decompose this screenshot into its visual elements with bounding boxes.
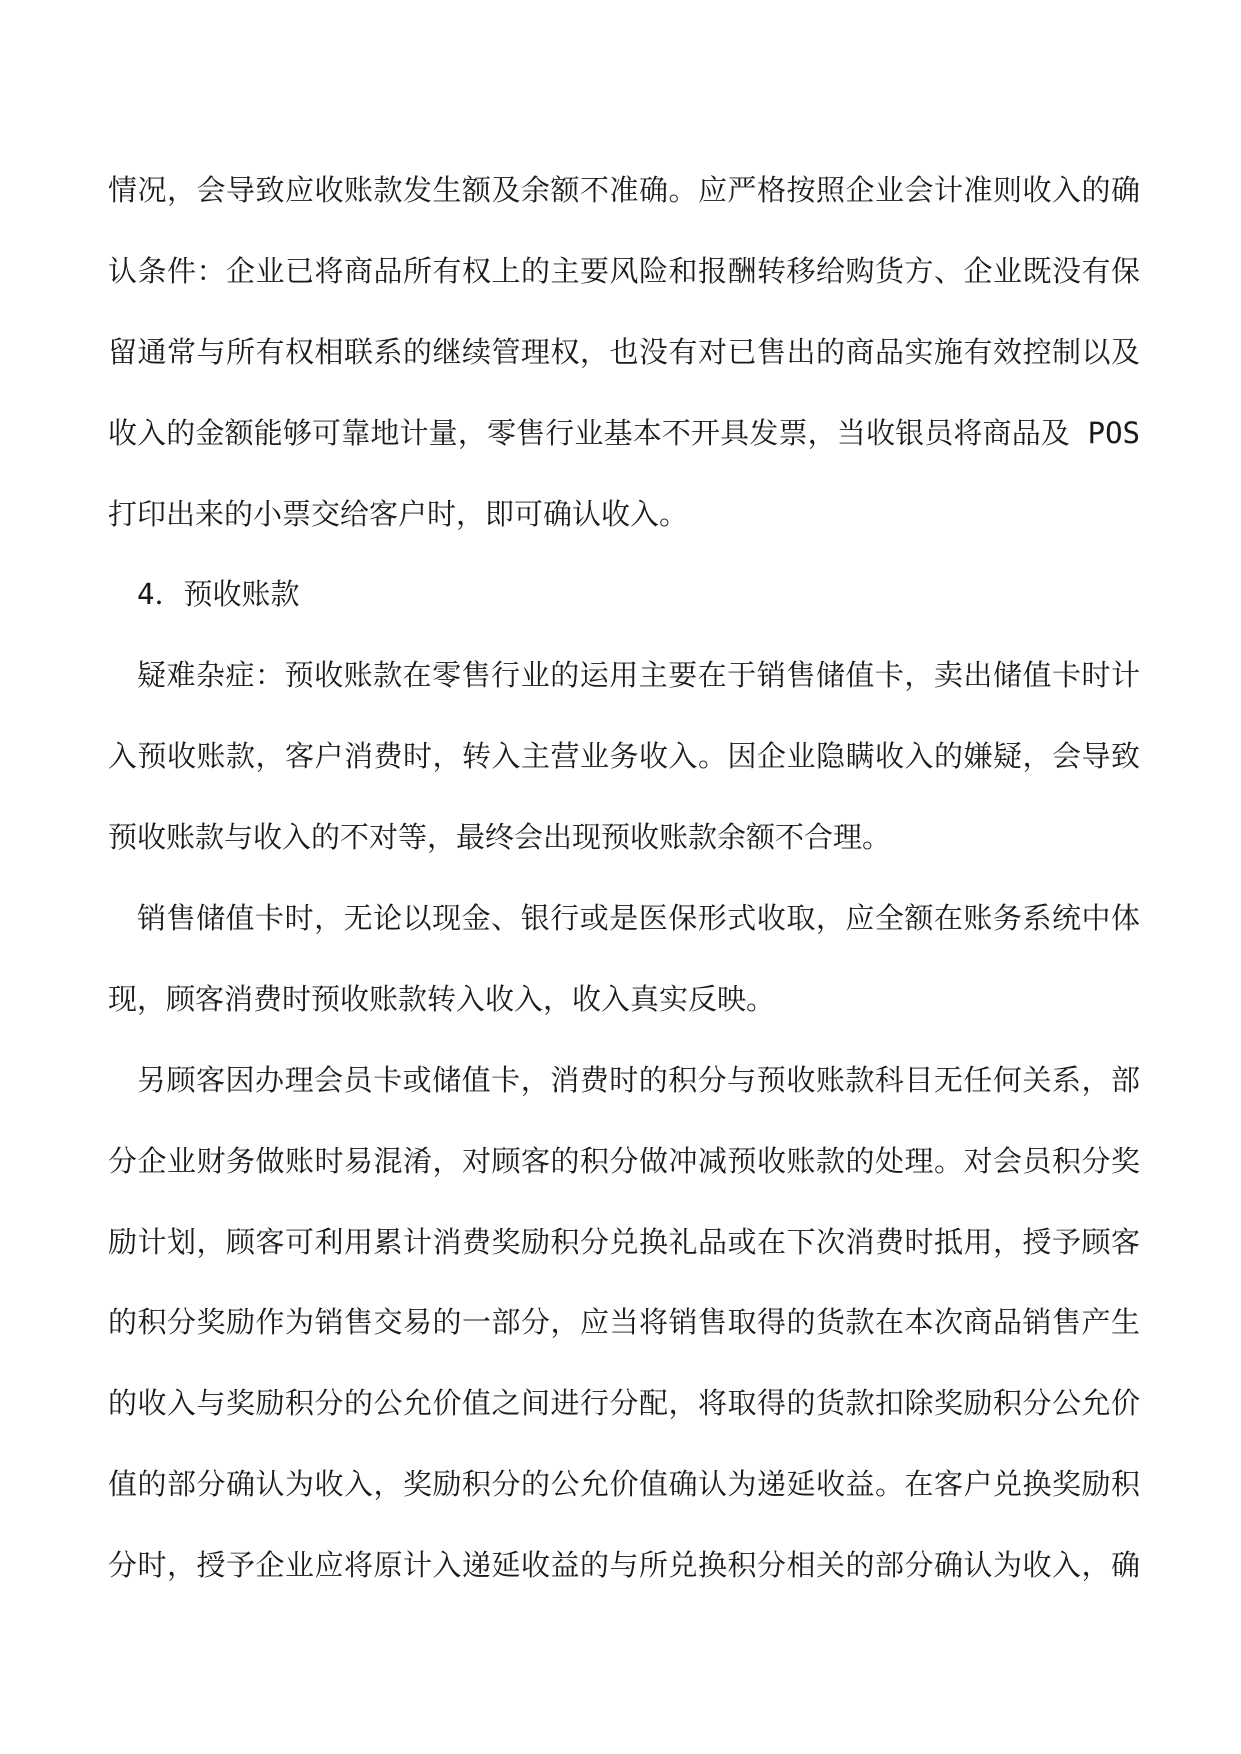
text-line: 入预收账款，客户消费时，转入主营业务收入。因企业隐瞒收入的嫌疑，会导致: [108, 739, 1140, 774]
text-line: 分时，授予企业应将原计入递延收益的与所兑换积分相关的部分确认为收入，确: [108, 1548, 1140, 1583]
text-line: 疑难杂症：预收账款在零售行业的运用主要在于销售储值卡，卖出储值卡时计: [137, 658, 1140, 693]
text-line: 另顾客因办理会员卡或储值卡，消费时的积分与预收账款科目无任何关系，部: [137, 1062, 1140, 1097]
text-line: 的收入与奖励积分的公允价值之间进行分配，将取得的货款扣除奖励积分公允价: [108, 1386, 1140, 1421]
text-line: 现，顾客消费时预收账款转入收入，收入真实反映。: [108, 981, 776, 1016]
paragraph-loyalty-points: [108, 1040, 1140, 1606]
paragraph-revenue-recognition: [108, 150, 1140, 554]
text-line: 留通常与所有权相联系的继续管理权，也没有对已售出的商品实施有效控制以及: [108, 334, 1140, 369]
text-line: 励计划，顾客可利用累计消费奖励积分兑换礼品或在下次消费时抵用，授予顾客: [108, 1224, 1140, 1259]
paragraph-stored-value-card: [108, 878, 1140, 1040]
document-body: [108, 150, 1140, 1606]
text-line: 的积分奖励作为销售交易的一部分，应当将销售取得的货款在本次商品销售产生: [108, 1305, 1140, 1340]
section-heading: 4．预收账款: [137, 577, 300, 612]
paragraph-prepayment-issue: [108, 635, 1140, 878]
text-line: 销售储值卡时，无论以现金、银行或是医保形式收取，应全额在账务系统中体: [137, 901, 1140, 936]
text-line: 认条件：企业已将商品所有权上的主要风险和报酬转移给购货方、企业既没有保: [108, 253, 1140, 288]
text-line: 分企业财务做账时易混淆，对顾客的积分做冲减预收账款的处理。对会员积分奖: [108, 1143, 1140, 1178]
text-line: 收入的金额能够可靠地计量，零售行业基本不开具发票，当收银员将商品及 POS: [108, 415, 1140, 450]
text-line: 打印出来的小票交给客户时，即可确认收入。: [108, 496, 689, 531]
text-line: 预收账款与收入的不对等，最终会出现预收账款余额不合理。: [108, 820, 892, 855]
text-line: 值的部分确认为收入，奖励积分的公允价值确认为递延收益。在客户兑换奖励积: [108, 1467, 1140, 1502]
text-line: 情况，会导致应收账款发生额及余额不准确。应严格按照企业会计准则收入的确: [108, 173, 1140, 207]
